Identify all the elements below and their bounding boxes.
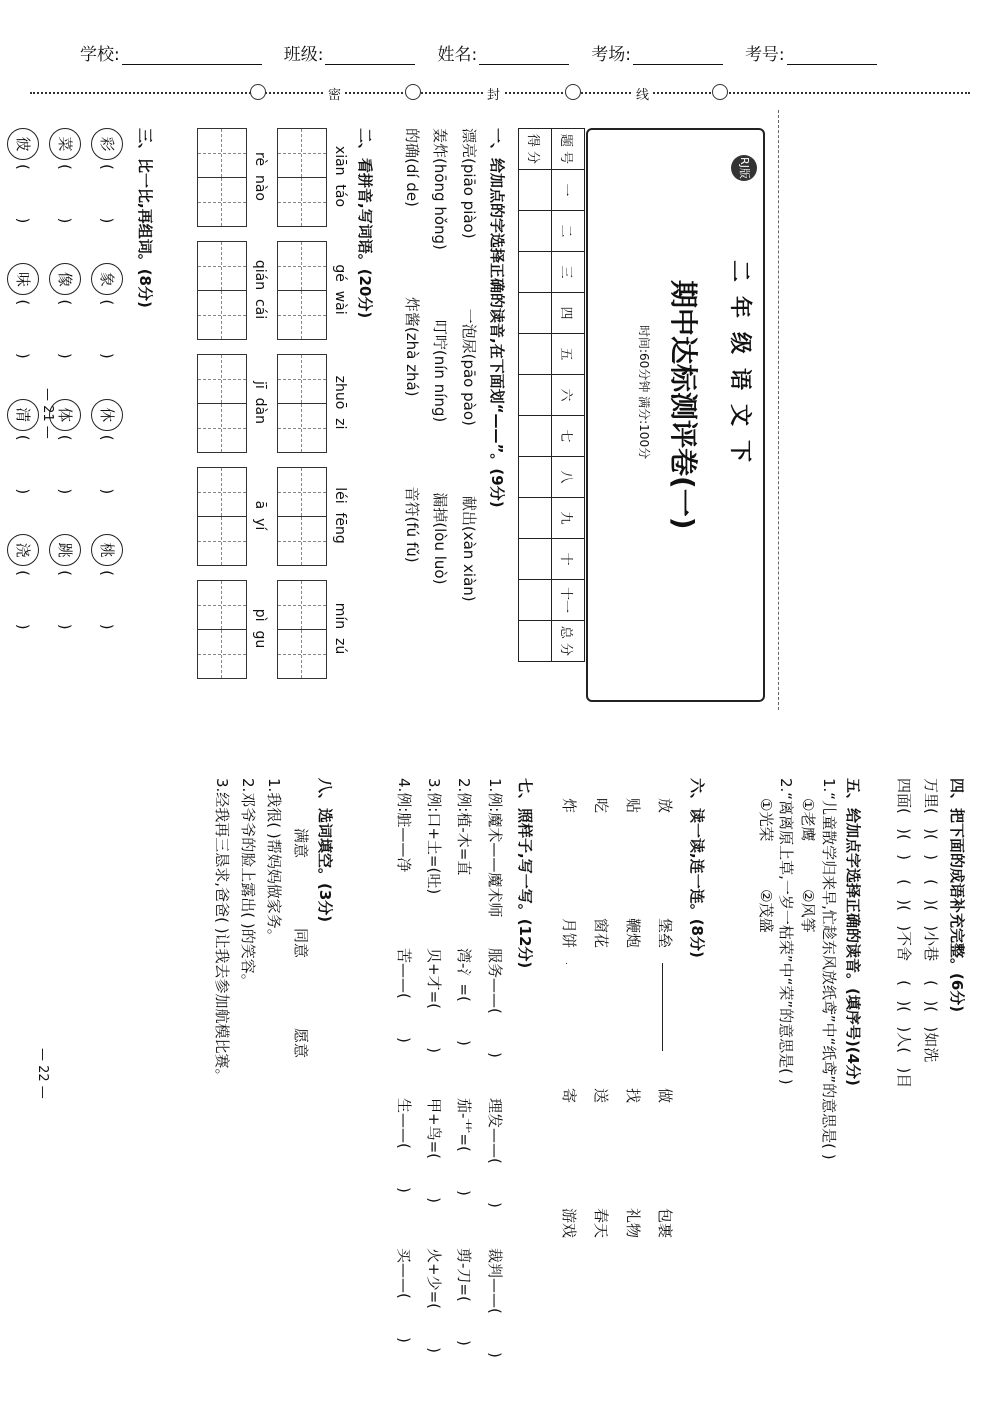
exam-subtitle: 时间:60分钟 满分:100分 [637,325,651,460]
writing-cell[interactable] [197,516,247,566]
answer-blank[interactable]: ( ) [97,299,116,359]
q7-blank[interactable]: 甲+鸟=( ) [425,1098,444,1203]
match-item[interactable]: 鞭炮 [624,918,642,949]
q7-blank[interactable]: 剪-刀=( ) [455,1248,474,1346]
pinyin-label: mín zú [331,602,348,655]
question-3 [0,128,155,708]
match-item[interactable]: 春天 [592,1208,610,1239]
q7-blank[interactable]: 裁判——( ) [485,1248,504,1358]
seal-label-xian: 线 [632,84,653,103]
pinyin-box [277,580,349,677]
compare-item [7,399,39,494]
match-item[interactable]: 送 [592,1088,610,1104]
q7-blank[interactable]: 生——( ) [395,1098,413,1193]
q8-title: 八、选词填空。(3分) [316,778,334,923]
match-item[interactable]: 炸 [560,798,578,814]
score-header-cell: 二 [552,211,585,252]
pinyin-label: qián cái [251,259,268,320]
writing-grid [277,467,327,564]
q1-title: 一、给加点的字选择正确的读音,在下面划“——”。(9分) [488,128,506,508]
pinyin-box [277,467,349,564]
compare-item [49,534,81,629]
q7-blank[interactable]: 服务——( ) [485,948,504,1058]
writing-cell[interactable] [197,128,247,178]
q8-word-bank [291,828,311,1418]
q5-item1[interactable]: 1.“儿童散学归来早,忙趁东风放纸鸢”中“纸鸢”的意思是( ) [819,778,838,1160]
compare-item [49,128,81,223]
q6-title: 六、读一读,连一连。(8分) [688,778,706,958]
match-item[interactable]: 做 [656,1088,674,1104]
match-item[interactable]: 礼物 [624,1208,642,1239]
school-field[interactable]: 学校: [80,40,262,65]
score-cell[interactable] [519,293,552,334]
writing-grid [197,354,247,451]
writing-grid [197,128,247,225]
grade-label: 二年级语文下 [727,260,752,477]
pinyin-box [197,467,269,564]
answer-blank[interactable]: ( ) [13,299,32,359]
score-header-cell: 一 [552,170,585,211]
room-field[interactable]: 考场: [591,40,723,65]
compare-item [91,399,123,494]
q7-blank[interactable]: 茄-艹=( ) [455,1098,474,1196]
compare-item [7,263,39,358]
q1-option[interactable]: 漏掉(lòu luò) [431,492,450,585]
q1-line1 [459,128,479,708]
compare-item [7,534,39,629]
q5-item2[interactable]: 2.“离离原上草,一岁一枯荣”中“荣”的意思是( ) [777,778,796,1085]
answer-blank[interactable]: ( ) [13,164,32,224]
q5-item2-options: ①光荣 ②茂盛 [757,798,775,933]
score-cell[interactable] [519,498,552,539]
q8-sentence-2[interactable]: 2.邓爷爷的脸上露出( )的笑容。 [239,778,258,989]
q1-line3 [402,128,422,708]
seal-label-mi: 密 [324,84,345,103]
q7-row [454,778,474,1418]
answer-blank[interactable]: ( ) [55,164,74,224]
pinyin-label: rè nào [251,152,268,201]
question-6 [537,778,707,1418]
writing-cell[interactable] [197,241,247,291]
q6-col3 [553,1088,681,1103]
answer-blank[interactable]: ( ) [13,434,32,495]
pinyin-box [277,354,349,451]
score-header-cell: 四 [552,293,585,334]
compare-item [91,534,123,629]
compare-item [49,263,81,358]
writing-cell[interactable] [197,467,247,517]
compare-group [0,399,123,494]
score-row-label: 得 分 [519,129,552,170]
score-header-cell: 十 [552,539,585,580]
writing-grid [277,580,327,677]
q7-blank[interactable]: 买——( ) [395,1248,413,1343]
score-table-score-row [519,129,552,662]
character-circle: 菜 [49,128,81,160]
writing-cell[interactable] [277,354,327,404]
q1-line2 [430,128,450,708]
character-circle: 清 [7,399,39,431]
score-header-cell: 六 [552,375,585,416]
score-cell[interactable] [519,211,552,252]
answer-blank[interactable]: ( ) [55,570,74,630]
pinyin-label: léi fēng [331,487,348,544]
score-header-cell: 十一 [552,580,585,621]
score-cell[interactable] [519,334,552,375]
score-cell[interactable] [519,539,552,580]
answer-blank[interactable]: ( ) [97,164,116,224]
left-page [15,118,775,718]
match-item[interactable]: 放 [656,798,674,814]
q1-option[interactable]: 轰炸(hōng hǒng) [431,128,450,250]
writing-cell[interactable] [277,516,327,566]
q7-row [485,778,505,1418]
writing-cell[interactable] [197,354,247,404]
score-cell[interactable] [519,252,552,293]
q8-word: 同意 [291,928,310,959]
q1-option[interactable]: 漂亮(piāo piào) [459,128,478,239]
exam-title: 期中达标测评卷(一) [667,280,700,530]
q4-line2[interactable]: 四面( )( ) ( )( )不舍 ( )( )人( )目 [895,778,914,1089]
score-header-cell: 七 [552,416,585,457]
character-circle: 跳 [49,534,81,566]
score-table-header-row [552,129,585,662]
match-item[interactable]: 堡垒 [656,918,674,949]
student-info-header [80,40,940,65]
compare-item [91,128,123,223]
q1-option[interactable]: 献出(xàn xiàn) [459,495,478,602]
question-8 [212,778,335,1418]
score-header-cell: 九 [552,498,585,539]
score-header-cell: 三 [552,252,585,293]
pinyin-box [277,128,349,225]
number-field[interactable]: 考号: [745,40,877,65]
character-circle: 彼 [7,128,39,160]
writing-cell[interactable] [277,629,327,679]
match-line [662,963,663,1051]
writing-cell[interactable] [277,580,327,630]
seal-label-feng: 封 [483,84,504,103]
score-header-cell: 题 号 [552,129,585,170]
writing-grid [277,354,327,451]
pinyin-label: pì gu [251,608,268,649]
q7-row [424,778,444,1418]
pinyin-label: gé wài [331,264,348,315]
match-item[interactable]: 贴 [624,798,642,814]
q1-option[interactable]: 音符(fú fǔ) [403,486,422,563]
right-page [35,768,975,1358]
answer-blank[interactable]: ( ) [13,570,32,630]
q3-groups [0,128,123,708]
question-2 [197,128,375,708]
page-number-21: — 21 — [40,388,55,439]
writing-cell[interactable] [197,403,247,453]
edition-badge: RJ版 [731,155,757,181]
score-cell[interactable] [519,170,552,211]
q8-word: 愿意 [291,1028,310,1059]
q5-title: 五、给加点字选择正确的读音。(填序号)(4分) [844,778,862,1086]
name-field[interactable]: 姓名: [437,40,569,65]
question-7 [394,778,535,1418]
q8-word: 满意 [291,828,310,859]
q7-example: 1.例:魔术——魔术师 [485,778,504,918]
pinyin-label: zhuō zi [331,375,348,430]
seal-circle [565,84,581,100]
compare-item [91,263,123,358]
q3-title: 三、比一比,再组词。(8分) [136,128,154,308]
class-field[interactable]: 班级: [284,40,416,65]
q7-blank[interactable]: 贝+才=( ) [425,948,444,1053]
writing-cell[interactable] [197,629,247,679]
pinyin-box [197,354,269,451]
writing-cell[interactable] [197,177,247,227]
character-circle: 像 [49,263,81,295]
question-1 [402,128,507,708]
q1-option[interactable]: 的确(dí de) [403,128,422,207]
pinyin-box [277,241,349,338]
q7-blank[interactable]: 湾-氵=( ) [455,948,474,1046]
question-5 [756,778,863,1418]
page-number-22: — 22 — [35,1048,50,1099]
answer-blank[interactable]: ( ) [97,434,116,495]
score-table [518,128,585,662]
seal-circle [405,84,421,100]
match-item[interactable]: 找 [624,1088,642,1104]
score-cell[interactable] [519,621,552,662]
score-header-cell: 八 [552,457,585,498]
pinyin-label: ā yí [251,500,268,531]
page-divider [778,110,779,710]
writing-cell[interactable] [277,241,327,291]
q4-line1[interactable]: 万里( )( ) ( )( )小巷 ( )( )如洗 [921,778,940,1063]
character-circle: 浇 [7,534,39,566]
seal-circle [712,84,728,100]
score-cell[interactable] [519,416,552,457]
compare-group [0,263,123,358]
match-item[interactable]: 吃 [592,798,610,814]
compare-group [0,128,123,223]
writing-grid [197,241,247,338]
pinyin-box [197,241,269,338]
q6-col1 [553,798,681,813]
q7-blank[interactable]: 火+少=( ) [425,1248,444,1353]
q6-col4 [553,1208,681,1238]
writing-grid [197,467,247,564]
question-4 [894,778,967,1418]
q7-blank[interactable]: 苦——( ) [395,948,413,1043]
writing-cell[interactable] [277,177,327,227]
match-item[interactable]: 游戏 [560,1208,578,1239]
q1-option[interactable]: 叮咛(nín níng) [431,319,450,423]
pinyin-label: jī dàn [251,380,268,425]
writing-cell[interactable] [277,290,327,340]
writing-cell[interactable] [277,403,327,453]
q2-title: 二、看拼音,写词语。(20分) [356,128,374,319]
writing-cell[interactable] [277,128,327,178]
compare-group [0,534,123,629]
q1-option[interactable]: 炸酱(zhà zhá) [403,296,422,397]
q7-example: 3.例:口+土=(吐) [425,778,444,895]
compare-item [7,128,39,223]
score-header-cell: 五 [552,334,585,375]
q7-blank[interactable]: 理发——( ) [485,1098,504,1208]
character-circle: 象 [91,263,123,295]
match-item[interactable]: 窗花 [592,918,610,949]
q8-sentence-1[interactable]: 1.我很( )帮妈妈做家务。 [265,778,284,944]
q7-rows [394,778,505,1418]
writing-grid [277,241,327,338]
character-circle: 彩 [91,128,123,160]
q1-option[interactable]: 一泡尿(pāo pào) [459,308,478,426]
score-cell[interactable] [519,580,552,621]
q2-pinyin-row [197,128,269,708]
score-cell[interactable] [519,457,552,498]
q7-title: 七、照样子,写一写。(12分) [516,778,534,969]
q7-example: 2.例:植-木=直 [455,778,474,876]
q6-col2 [553,918,681,948]
score-header-cell: 总 分 [552,621,585,662]
q2-pinyin-row [277,128,349,708]
character-circle: 味 [7,263,39,295]
writing-cell[interactable] [277,467,327,517]
writing-grid [197,580,247,677]
q8-sentence-3[interactable]: 3.经我再三恳求,爸爸( )让我去参加航模比赛。 [213,778,231,1084]
character-circle: 休 [91,399,123,431]
answer-blank[interactable]: ( ) [55,299,74,359]
pinyin-box [197,128,269,225]
pinyin-label: xiān táo [331,145,348,208]
q7-example: 4.例:脏——净 [395,778,413,873]
match-item[interactable]: 寄 [560,1088,578,1104]
writing-cell[interactable] [197,290,247,340]
q5-item1-options: ①老鹰 ②风筝 [799,798,818,933]
score-cell[interactable] [519,375,552,416]
character-circle: 桃 [91,534,123,566]
answer-blank[interactable]: ( ) [55,434,74,495]
seal-circle [250,84,266,100]
writing-grid [277,128,327,225]
title-box [586,128,765,702]
q4-title: 四、把下面的成语补充完整。(6分) [948,778,966,1013]
match-item[interactable]: 月饼 [560,918,578,949]
match-line [566,963,567,964]
q7-row [394,778,414,1418]
answer-blank[interactable]: ( ) [97,570,116,630]
writing-cell[interactable] [197,580,247,630]
character-circle: 体 [49,399,81,431]
pinyin-box [197,580,269,677]
match-item[interactable]: 包裹 [656,1208,674,1239]
